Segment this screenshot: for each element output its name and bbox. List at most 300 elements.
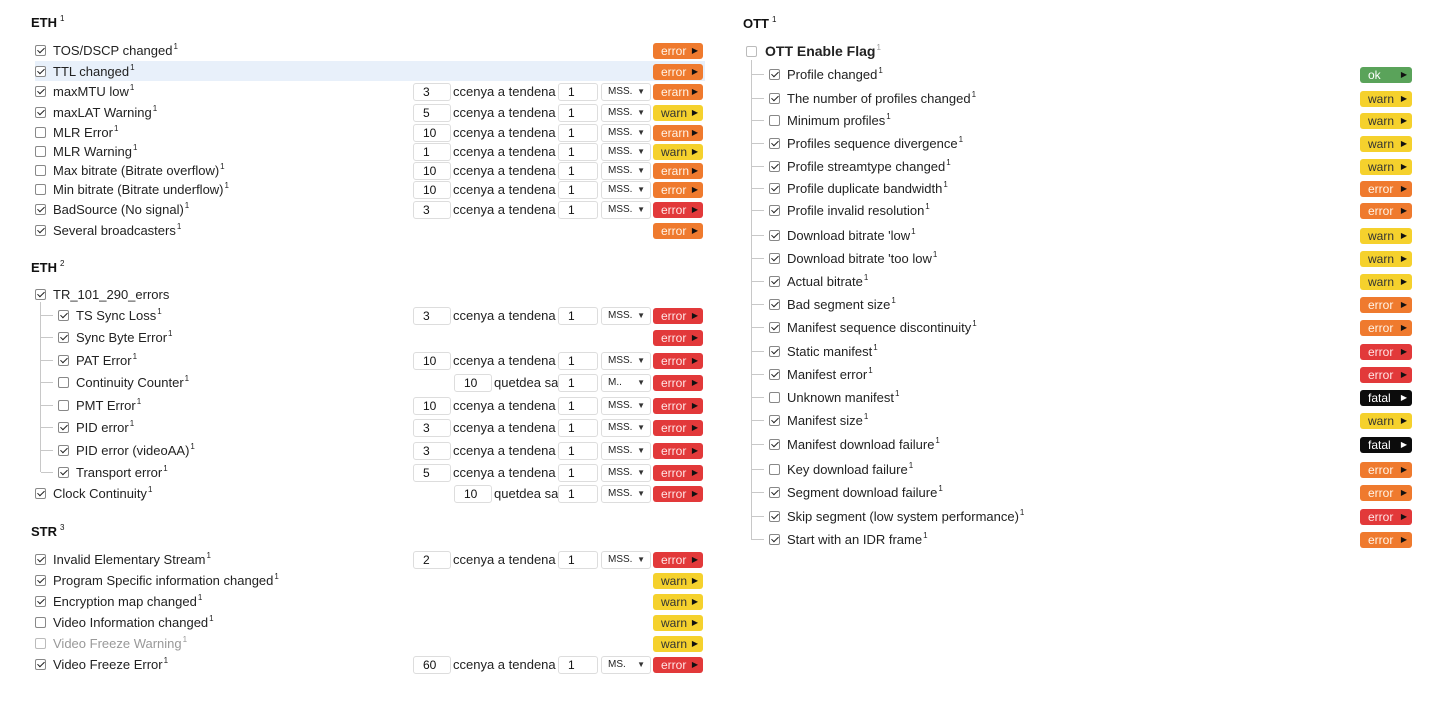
checkbox[interactable] xyxy=(35,554,46,565)
severity-badge[interactable] xyxy=(653,552,703,568)
setting-row[interactable] xyxy=(35,102,395,122)
setting-row[interactable] xyxy=(769,88,1169,108)
unit-select[interactable]: MSS. ▼ xyxy=(601,143,651,161)
footnote-marker: 1 xyxy=(190,442,195,451)
checkbox[interactable] xyxy=(769,183,780,194)
checkbox[interactable] xyxy=(58,400,69,411)
severity-label: error xyxy=(1368,510,1394,524)
tree-parent-tr101290[interactable] xyxy=(35,284,169,304)
severity-label: warn xyxy=(661,595,688,609)
row-label xyxy=(787,273,868,289)
checkbox[interactable] xyxy=(58,332,69,343)
unit-select[interactable]: MSS. ▼ xyxy=(601,181,651,199)
row-label-text: PID error xyxy=(76,420,129,435)
severity-badge[interactable] xyxy=(653,353,703,369)
threshold-input[interactable]: 3 xyxy=(413,201,451,219)
tree-line xyxy=(752,469,764,470)
unit-select[interactable]: MSS. ▼ xyxy=(601,442,651,460)
severity-badge[interactable] xyxy=(1360,297,1412,313)
checkbox[interactable] xyxy=(58,422,69,433)
severity-label: error xyxy=(1368,204,1394,218)
checkbox[interactable] xyxy=(58,377,69,388)
threshold-input[interactable]: 1 xyxy=(413,143,451,161)
severity-badge[interactable] xyxy=(653,84,703,100)
setting-row[interactable] xyxy=(58,417,358,437)
footnote-marker: 1 xyxy=(958,135,964,144)
row-label-text: Max bitrate (Bitrate overflow) xyxy=(53,163,220,178)
count-input[interactable]: 1 xyxy=(558,551,598,569)
setting-row[interactable] xyxy=(769,387,1169,407)
caret-right-icon: ▶ xyxy=(1400,94,1407,103)
setting-row[interactable] xyxy=(35,179,395,199)
severity-badge[interactable] xyxy=(653,125,703,141)
row-label-text: Video Freeze Error xyxy=(53,657,163,672)
severity-badge[interactable] xyxy=(653,43,703,59)
severity-badge[interactable] xyxy=(653,657,703,673)
checkbox[interactable] xyxy=(769,93,780,104)
setting-row[interactable] xyxy=(35,141,395,161)
count-input[interactable]: 1 xyxy=(558,124,598,142)
count-input[interactable]: 1 xyxy=(558,442,598,460)
caret-right-icon: ▶ xyxy=(691,226,698,235)
tree-line xyxy=(752,351,764,352)
threshold-input[interactable]: 10 xyxy=(413,352,451,370)
severity-badge[interactable] xyxy=(1360,413,1412,429)
row-label xyxy=(53,614,214,630)
footnote-marker: 1 xyxy=(1019,508,1025,517)
caret-right-icon: ▶ xyxy=(691,185,698,194)
count-input[interactable]: 1 xyxy=(558,181,598,199)
row-label xyxy=(53,551,211,567)
caret-right-icon: ▶ xyxy=(691,423,698,432)
row-label xyxy=(76,464,168,480)
checkbox[interactable] xyxy=(769,205,780,216)
row-label xyxy=(76,397,141,413)
severity-badge[interactable] xyxy=(1360,509,1412,525)
footnote-marker: 1 xyxy=(184,374,190,383)
count-input[interactable]: 1 xyxy=(558,104,598,122)
severity-label: error xyxy=(661,183,687,197)
setting-row[interactable] xyxy=(769,200,1169,220)
caret-right-icon: ▶ xyxy=(691,468,698,477)
severity-label: error xyxy=(1368,182,1394,196)
row-label-text: Minimum profiles xyxy=(787,113,886,128)
threshold-input[interactable]: 3 xyxy=(413,307,451,325)
threshold-input[interactable]: 3 xyxy=(413,419,451,437)
unit-select[interactable]: MSS. ▼ xyxy=(601,201,651,219)
checkbox[interactable] xyxy=(769,346,780,357)
checkbox[interactable] xyxy=(769,487,780,498)
severity-badge[interactable] xyxy=(1360,67,1412,83)
severity-badge[interactable] xyxy=(653,486,703,502)
setting-row[interactable] xyxy=(769,225,1169,245)
checkbox[interactable] xyxy=(35,107,46,118)
severity-label: warn xyxy=(1368,92,1395,106)
severity-label: erarn xyxy=(661,126,690,140)
checkbox[interactable] xyxy=(769,439,780,450)
caret-right-icon: ▶ xyxy=(1400,184,1407,193)
setting-row[interactable] xyxy=(58,327,358,347)
threshold-input[interactable]: 10 xyxy=(413,397,451,415)
unit-select[interactable]: MSS. ▼ xyxy=(601,104,651,122)
setting-row[interactable] xyxy=(35,122,395,142)
severity-label: warn xyxy=(661,616,688,630)
severity-badge[interactable] xyxy=(1360,203,1412,219)
checkbox[interactable] xyxy=(769,253,780,264)
unit-select[interactable]: MSS. ▼ xyxy=(601,162,651,180)
setting-row[interactable] xyxy=(769,294,1169,314)
checkbox[interactable] xyxy=(35,596,46,607)
setting-row[interactable] xyxy=(58,372,358,392)
row-label-text: PMT Error xyxy=(76,398,136,413)
checkbox[interactable] xyxy=(35,617,46,628)
footnote-marker: 1 xyxy=(132,143,138,152)
tree-line xyxy=(41,382,53,383)
checkbox[interactable] xyxy=(769,138,780,149)
severity-badge[interactable] xyxy=(1360,367,1412,383)
param-label: quetdea sa xyxy=(494,375,559,390)
row-label-text: Program Specific information changed xyxy=(53,573,274,588)
row-label xyxy=(53,201,189,217)
row-label xyxy=(787,343,878,359)
setting-row[interactable] xyxy=(58,305,358,325)
threshold-input[interactable]: 10 xyxy=(454,374,492,392)
threshold-input[interactable]: 5 xyxy=(413,464,451,482)
setting-row[interactable] xyxy=(769,341,1169,361)
footnote-marker: 1 xyxy=(224,181,229,190)
row-label xyxy=(787,484,943,500)
severity-badge[interactable] xyxy=(1360,390,1412,406)
setting-row[interactable] xyxy=(35,81,395,101)
severity-badge[interactable] xyxy=(653,223,703,239)
checkbox[interactable] xyxy=(35,45,46,56)
severity-badge[interactable] xyxy=(653,465,703,481)
severity-badge[interactable] xyxy=(653,330,703,346)
checkbox[interactable] xyxy=(58,445,69,456)
severity-label: warn xyxy=(1368,275,1395,289)
setting-row[interactable] xyxy=(35,633,395,653)
threshold-input[interactable]: 10 xyxy=(413,124,451,142)
ott-enable-flag[interactable] xyxy=(746,41,881,61)
setting-row[interactable] xyxy=(58,462,358,482)
setting-row[interactable] xyxy=(58,440,358,460)
count-input[interactable]: 1 xyxy=(558,201,598,219)
checkbox[interactable] xyxy=(769,276,780,287)
setting-row[interactable] xyxy=(35,40,395,60)
unit-select[interactable]: M.. ▼ xyxy=(601,374,651,392)
setting-row[interactable] xyxy=(35,160,395,180)
setting-row[interactable] xyxy=(769,506,1169,526)
count-input[interactable]: 1 xyxy=(558,374,598,392)
checkbox[interactable] xyxy=(58,310,69,321)
severity-label: error xyxy=(1368,486,1394,500)
setting-row[interactable] xyxy=(58,395,358,415)
threshold-input[interactable]: 2 xyxy=(413,551,451,569)
tree-line xyxy=(752,188,764,189)
caret-right-icon: ▶ xyxy=(1400,416,1407,425)
setting-row[interactable] xyxy=(35,220,395,240)
severity-badge[interactable] xyxy=(653,308,703,324)
param-label: ccenya a tendena xyxy=(453,465,556,480)
checkbox[interactable] xyxy=(35,488,46,499)
setting-row[interactable] xyxy=(769,248,1169,268)
row-label-text: Manifest sequence discontinuity xyxy=(787,320,972,335)
row-label-text: MLR Error xyxy=(53,125,113,140)
checkbox[interactable] xyxy=(35,165,46,176)
severity-label: erarn xyxy=(661,164,690,178)
checkbox[interactable] xyxy=(35,86,46,97)
severity-badge[interactable] xyxy=(1360,136,1412,152)
setting-row[interactable] xyxy=(769,133,1169,153)
setting-row[interactable] xyxy=(769,110,1169,130)
caret-right-icon: ▶ xyxy=(691,166,698,175)
severity-label: error xyxy=(1368,298,1394,312)
setting-row[interactable] xyxy=(769,482,1169,502)
checkbox[interactable] xyxy=(35,638,46,649)
count-input[interactable]: 1 xyxy=(558,83,598,101)
caret-right-icon: ▶ xyxy=(691,576,698,585)
unit-select[interactable]: MSS. ▼ xyxy=(601,551,651,569)
row-label xyxy=(53,593,202,609)
footnote-marker: 1 xyxy=(176,222,182,231)
caret-right-icon: ▶ xyxy=(691,555,698,564)
checkbox[interactable] xyxy=(769,69,780,80)
checkbox[interactable] xyxy=(769,230,780,241)
checkbox[interactable] xyxy=(769,511,780,522)
count-input[interactable]: 1 xyxy=(558,143,598,161)
row-label-text: Profile changed xyxy=(787,67,878,82)
severity-badge[interactable] xyxy=(653,443,703,459)
severity-label: error xyxy=(661,44,687,58)
severity-badge[interactable] xyxy=(653,636,703,652)
severity-badge[interactable] xyxy=(1360,251,1412,267)
count-input[interactable]: 1 xyxy=(558,485,598,503)
checkbox[interactable] xyxy=(35,659,46,670)
checkbox[interactable] xyxy=(769,369,780,380)
checkbox[interactable] xyxy=(58,467,69,478)
tree-line xyxy=(41,450,53,451)
count-input[interactable]: 1 xyxy=(558,397,598,415)
setting-row[interactable] xyxy=(769,64,1169,84)
severity-badge[interactable] xyxy=(1360,485,1412,501)
setting-row[interactable] xyxy=(769,317,1169,337)
unit-select[interactable]: MSS. ▼ xyxy=(601,83,651,101)
checkbox[interactable] xyxy=(769,415,780,426)
setting-row[interactable] xyxy=(35,483,335,503)
threshold-input[interactable]: 3 xyxy=(413,83,451,101)
param-label: ccenya a tendena xyxy=(453,182,556,197)
unit-select[interactable]: MSS. ▼ xyxy=(601,464,651,482)
severity-badge[interactable] xyxy=(1360,437,1412,453)
checkbox[interactable] xyxy=(769,115,780,126)
checkbox[interactable] xyxy=(769,534,780,545)
caret-right-icon: ▶ xyxy=(1400,231,1407,240)
param-label: ccenya a tendena xyxy=(453,353,556,368)
unit-select[interactable]: MS. ▼ xyxy=(601,656,651,674)
severity-badge[interactable] xyxy=(1360,181,1412,197)
severity-badge[interactable] xyxy=(1360,91,1412,107)
checkbox[interactable] xyxy=(746,46,757,57)
setting-row[interactable] xyxy=(35,591,395,611)
threshold-input[interactable]: 5 xyxy=(413,104,451,122)
unit-select[interactable]: MSS. ▼ xyxy=(601,124,651,142)
param-label: ccenya a tendena xyxy=(453,105,556,120)
setting-row[interactable] xyxy=(769,434,1169,454)
footnote-marker: 1 xyxy=(182,635,188,644)
checkbox[interactable] xyxy=(35,184,46,195)
footnote-marker: 1 xyxy=(132,352,138,361)
row-label xyxy=(53,181,229,197)
param-label: ccenya a tendena xyxy=(453,202,556,217)
threshold-input[interactable]: 10 xyxy=(413,181,451,199)
param-label: ccenya a tendena xyxy=(453,552,556,567)
checkbox[interactable] xyxy=(769,392,780,403)
tree-line xyxy=(752,210,764,211)
row-label-text: MLR Warning xyxy=(53,144,132,159)
count-input[interactable]: 1 xyxy=(558,162,598,180)
footnote-marker: 1 xyxy=(197,593,203,602)
row-label-text: Video Freeze Warning xyxy=(53,636,182,651)
row-label xyxy=(53,485,152,501)
row-label-text: Unknown manifest xyxy=(787,390,894,405)
caret-right-icon: ▶ xyxy=(691,87,698,96)
count-input[interactable]: 1 xyxy=(558,352,598,370)
severity-badge[interactable] xyxy=(653,573,703,589)
severity-badge[interactable] xyxy=(1360,159,1412,175)
row-label xyxy=(787,366,873,382)
count-input[interactable]: 1 xyxy=(558,307,598,325)
severity-badge[interactable] xyxy=(1360,532,1412,548)
setting-row[interactable] xyxy=(35,654,395,674)
severity-badge[interactable] xyxy=(653,182,703,198)
caret-right-icon: ▶ xyxy=(1400,70,1407,79)
severity-badge[interactable] xyxy=(653,163,703,179)
setting-row[interactable] xyxy=(769,178,1169,198)
threshold-input[interactable]: 10 xyxy=(454,485,492,503)
footnote-marker: 1 xyxy=(868,366,873,375)
row-label-text: PID error (videoAA) xyxy=(76,443,190,458)
setting-row[interactable] xyxy=(58,350,358,370)
footnote-marker: 1 xyxy=(113,124,119,133)
caret-right-icon: ▶ xyxy=(1400,116,1407,125)
severity-label: error xyxy=(661,376,687,390)
section-title-str: STR $^3$ xyxy=(31,523,65,539)
checkbox[interactable] xyxy=(769,161,780,172)
row-label xyxy=(787,180,948,196)
checkbox[interactable] xyxy=(35,225,46,236)
checkbox[interactable] xyxy=(35,289,46,300)
severity-badge[interactable] xyxy=(1360,320,1412,336)
severity-badge[interactable] xyxy=(653,105,703,121)
severity-badge[interactable] xyxy=(1360,462,1412,478)
row-label-text: Manifest download failure xyxy=(787,437,935,452)
checkbox[interactable] xyxy=(769,322,780,333)
row-label-text: TTL changed xyxy=(53,64,130,79)
checkbox[interactable] xyxy=(35,204,46,215)
severity-badge[interactable] xyxy=(653,420,703,436)
tree-line xyxy=(41,360,53,361)
footnote-marker: 1 xyxy=(932,250,938,259)
count-input[interactable]: 1 xyxy=(558,656,598,674)
threshold-input[interactable]: 3 xyxy=(413,442,451,460)
tree-line xyxy=(752,166,764,167)
unit-select[interactable]: MSS. ▼ xyxy=(601,485,651,503)
setting-row[interactable] xyxy=(35,570,395,590)
setting-row[interactable] xyxy=(769,459,1169,479)
checkbox[interactable] xyxy=(35,127,46,138)
footnote-marker: 1 xyxy=(886,112,891,121)
checkbox[interactable] xyxy=(769,299,780,310)
checkbox[interactable] xyxy=(769,464,780,475)
footnote-marker: 1 xyxy=(894,389,900,398)
row-label xyxy=(787,158,951,174)
row-label-text: Profiles sequence divergence xyxy=(787,136,958,151)
setting-row[interactable] xyxy=(769,271,1169,291)
severity-badge[interactable] xyxy=(653,594,703,610)
setting-row[interactable] xyxy=(35,612,395,632)
row-label-text: Bad segment size xyxy=(787,297,891,312)
setting-row[interactable] xyxy=(35,549,395,569)
severity-badge[interactable] xyxy=(653,144,703,160)
count-input[interactable]: 1 xyxy=(558,464,598,482)
severity-badge[interactable] xyxy=(653,398,703,414)
footnote-marker: 1 xyxy=(206,551,211,560)
tree-line xyxy=(41,337,53,338)
severity-label: error xyxy=(661,309,687,323)
setting-row[interactable] xyxy=(35,199,395,219)
severity-badge[interactable] xyxy=(653,375,703,391)
setting-row[interactable] xyxy=(769,410,1169,430)
unit-select[interactable]: MSS. ▼ xyxy=(601,419,651,437)
severity-label: error xyxy=(1368,533,1394,547)
severity-badge[interactable] xyxy=(1360,228,1412,244)
checkbox[interactable] xyxy=(35,66,46,77)
threshold-input[interactable]: 10 xyxy=(413,162,451,180)
footnote-marker: 1 xyxy=(163,656,169,665)
severity-label: error xyxy=(661,354,687,368)
unit-select[interactable]: MSS. ▼ xyxy=(601,397,651,415)
row-label xyxy=(787,508,1024,524)
row-label xyxy=(787,319,977,335)
checkbox[interactable] xyxy=(58,355,69,366)
checkbox[interactable] xyxy=(35,146,46,157)
setting-row[interactable] xyxy=(769,156,1169,176)
severity-label: error xyxy=(661,203,687,217)
severity-badge[interactable] xyxy=(653,64,703,80)
caret-right-icon: ▶ xyxy=(691,46,698,55)
setting-row[interactable] xyxy=(769,364,1169,384)
threshold-input[interactable]: 60 xyxy=(413,656,451,674)
severity-badge[interactable] xyxy=(653,202,703,218)
tree-line xyxy=(752,397,764,398)
footnote-marker: 1 xyxy=(157,307,162,316)
row-label-text: The number of profiles changed xyxy=(787,91,971,106)
row-label-text: Several broadcasters xyxy=(53,223,176,238)
unit-select[interactable]: MSS. ▼ xyxy=(601,307,651,325)
param-label: quetdea sa xyxy=(494,486,559,501)
severity-badge[interactable] xyxy=(653,615,703,631)
setting-row[interactable] xyxy=(35,61,705,81)
unit-select[interactable]: MSS. ▼ xyxy=(601,352,651,370)
severity-label: warn xyxy=(1368,414,1395,428)
severity-badge[interactable] xyxy=(1360,274,1412,290)
checkbox[interactable] xyxy=(35,575,46,586)
severity-badge[interactable] xyxy=(1360,344,1412,360)
severity-badge[interactable] xyxy=(1360,113,1412,129)
setting-row[interactable] xyxy=(769,529,1169,549)
tree-line xyxy=(752,258,764,259)
count-input[interactable]: 1 xyxy=(558,419,598,437)
